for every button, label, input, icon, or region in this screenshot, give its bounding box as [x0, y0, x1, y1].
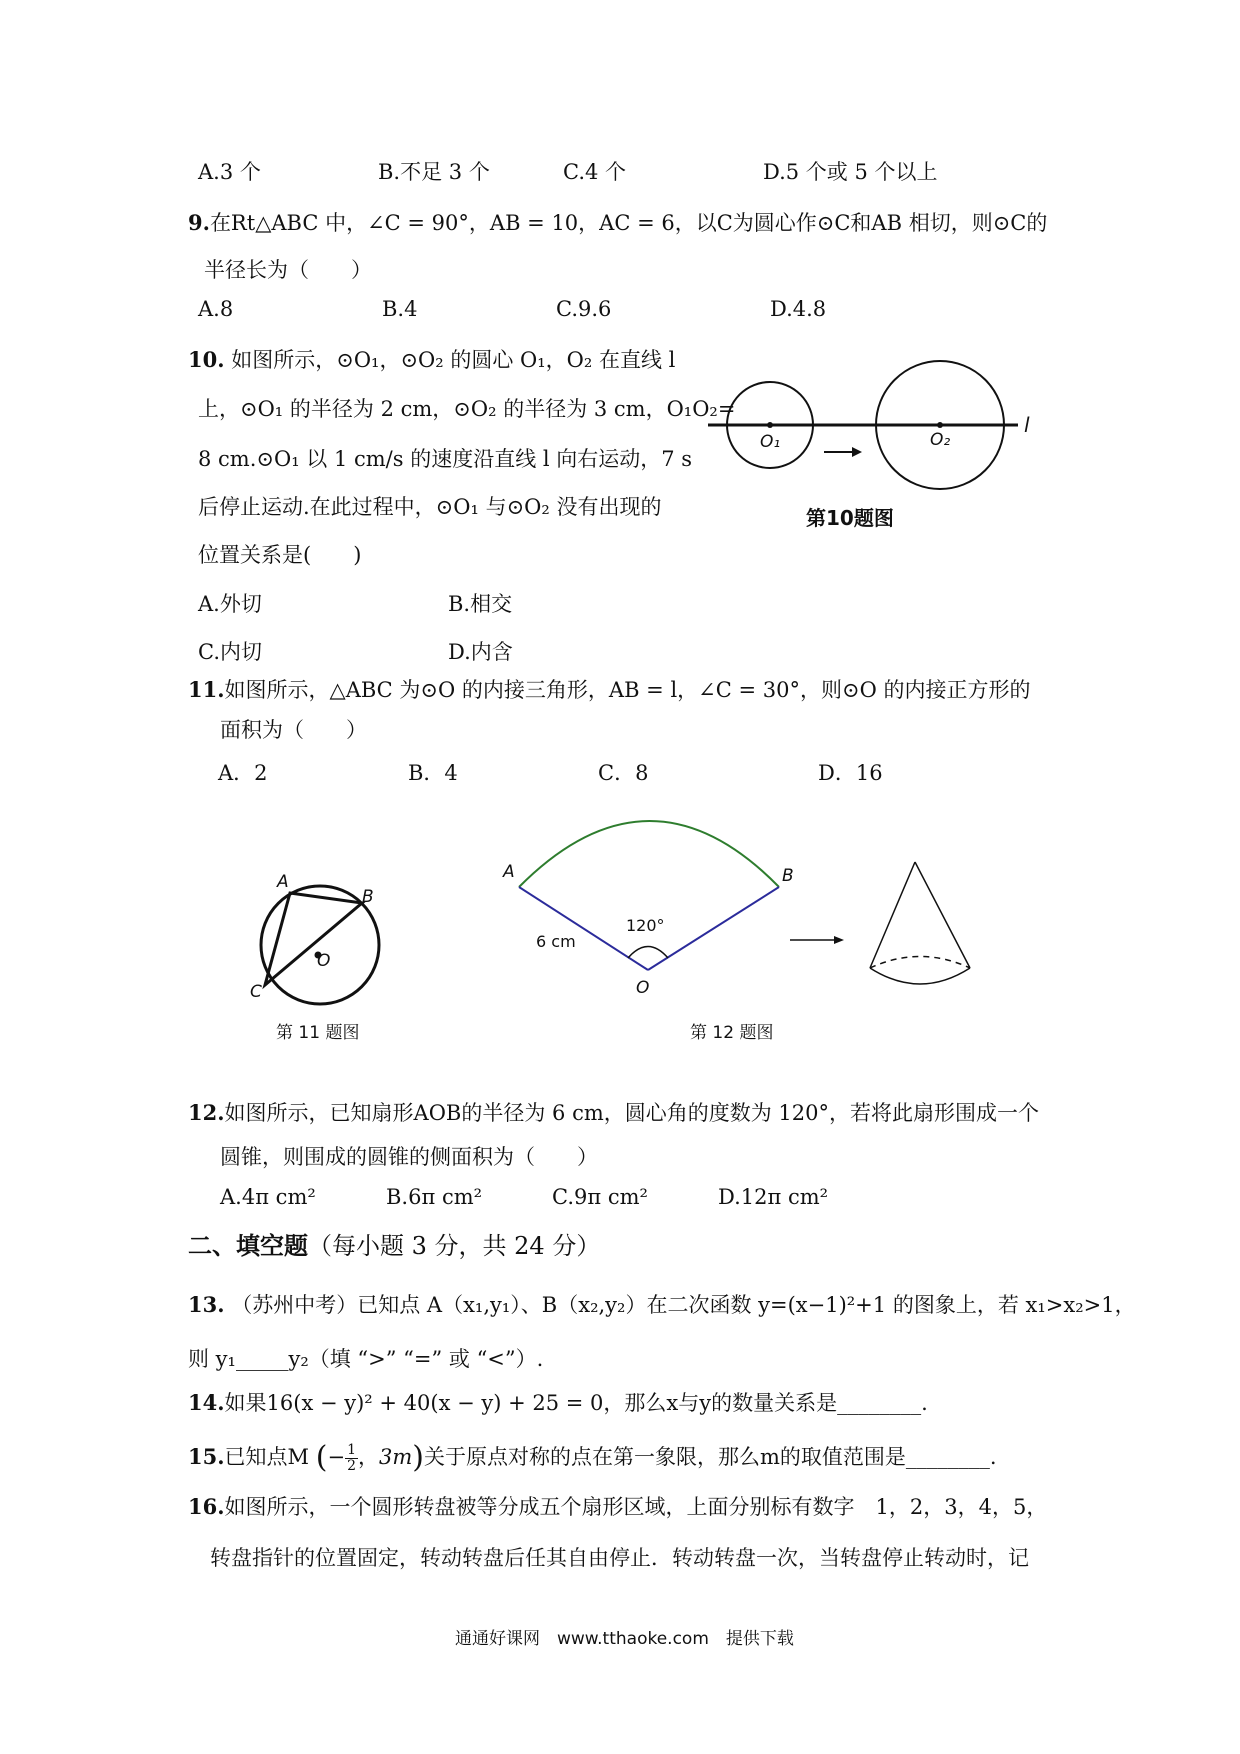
q15-text-a: 已知点M	[224, 1445, 310, 1469]
q12-line2: 圆锥，则围成的圆锥的侧面积为（ ）	[220, 1145, 598, 1169]
fig10-center-o1	[767, 422, 773, 428]
q15-fraction	[345, 1443, 358, 1475]
q16-line1	[188, 1494, 1047, 1520]
q10-option-d: D.内含	[448, 640, 513, 664]
q11-option-c: C．8	[598, 761, 649, 785]
q9-option-b: B.4	[382, 297, 418, 321]
q9-option-d: D.4.8	[770, 297, 827, 321]
fig12-label-o: O	[636, 978, 650, 998]
q9-line1: 在Rt△ABC 中，∠C = 90°，AB = 10，AC = 6，以C为圆心作⊙C和AB 相切，则⊙C的	[209, 211, 1048, 235]
fig11-label-o: O	[317, 951, 331, 971]
q13-line2: 则 y₁_____y₂（填 “>” “=” 或 “<”）.	[188, 1347, 544, 1371]
fig12-label-b: B	[782, 866, 794, 886]
q11-line2: 面积为（ ）	[220, 718, 367, 742]
q15-coord-close: )	[412, 1440, 424, 1475]
q8-option-c: C.4 个	[563, 160, 627, 184]
cone-left-edge	[870, 862, 915, 968]
q16-number: 16.	[188, 1494, 225, 1519]
q8-option-b: B.不足 3 个	[378, 160, 490, 184]
q11-text1: 如图所示，△ABC 为⊙O 的内接三角形，AB = l，∠C = 30°，则⊙O 的内接正方形的	[224, 678, 1031, 702]
q11-option-d: D．16	[818, 761, 883, 785]
fig12-label-a: A	[503, 862, 515, 882]
q12-text1: 如图所示，已知扇形AOB的半径为 6 cm，圆心角的度数为 120°，若将此扇形围成一个	[224, 1101, 1040, 1125]
q10-line2: 上，⊙O₁ 的半径为 2 cm，⊙O₂ 的半径为 3 cm，O₁O₂=	[198, 397, 736, 421]
q15-term: 3m	[379, 1445, 413, 1469]
fig10-center-o2	[937, 422, 943, 428]
q9-option-c: C.9.6	[556, 297, 612, 321]
q15-text-b: 关于原点对称的点在第一象限，那么m的取值范围是________.	[424, 1445, 997, 1469]
fig11-label-b: B	[362, 887, 374, 907]
q10-option-b: B.相交	[448, 592, 513, 616]
q15-number: 15.	[188, 1444, 225, 1469]
q10-line5: 位置关系是( )	[198, 543, 362, 567]
q15-minus: −	[327, 1445, 346, 1469]
q10-line3: 8 cm.⊙O₁ 以 1 cm/s 的速度沿直线 l 向右运动，7 s	[198, 447, 693, 471]
q10-text1: 如图所示，⊙O₁，⊙O₂ 的圆心 O₁，O₂ 在直线 l	[231, 348, 676, 372]
q11-option-b: B．4	[408, 761, 458, 785]
fig12-label-angle: 120°	[626, 916, 665, 935]
section-2-heading	[188, 1226, 600, 1261]
cone-base-front	[870, 968, 970, 984]
q14-line	[188, 1390, 928, 1416]
fig12-arrow-head	[834, 936, 844, 944]
q13-line1	[188, 1292, 1136, 1318]
q8-option-d: D.5 个或 5 个以上	[763, 160, 938, 184]
q12-line1	[188, 1100, 1039, 1126]
q11-line1	[188, 677, 1031, 703]
q16-text1: 如图所示，一个圆形转盘被等分成五个扇形区域，上面分别标有数字 1，2，3，4，5，	[224, 1495, 1048, 1519]
cone-base-back	[870, 957, 970, 969]
fig12-arc	[519, 821, 779, 887]
section-2-title: 二、填空题	[188, 1231, 308, 1260]
fig10-label-o1: O₁	[760, 432, 781, 452]
q10-line4: 后停止运动.在此过程中，⊙O₁ 与⊙O₂ 没有出现的	[198, 495, 662, 519]
q15-frac-den: 2	[347, 1458, 356, 1474]
q9-line2: 半径长为（ ）	[204, 258, 372, 282]
q10-option-c: C.内切	[198, 640, 262, 664]
q9-number: 9.	[188, 210, 210, 235]
cone-right-edge	[915, 862, 970, 968]
fig12-caption: 第 12 题图	[690, 1023, 774, 1043]
q12-option-a: A.4π cm²	[220, 1185, 316, 1209]
q12-option-d: D.12π cm²	[718, 1185, 829, 1209]
fig12-label-radius: 6 cm	[536, 932, 576, 951]
fig10-label-l: l	[1024, 413, 1030, 437]
page-footer: 通通好课网 www.tthaoke.com 提供下载	[455, 1629, 794, 1649]
q15-line: 15.已知点M (− $\frac{1}{2}$ ，3m)关于原点对称的点在第一象限，那么m的取值范围是________.	[188, 1440, 997, 1475]
q13-text1: （苏州中考）已知点 A（x₁,y₁）、B（x₂,y₂）在二次函数 y=(x−1)²+1 的图象上，若 x₁>x₂>1，	[231, 1293, 1136, 1317]
fig10-label-o2: O₂	[930, 430, 951, 450]
fig11-label-a: A	[277, 872, 289, 892]
q12-option-c: C.9π cm²	[552, 1185, 648, 1209]
fig10-arrow-head	[852, 447, 862, 457]
fig11-triangle	[265, 893, 362, 985]
q8-option-a: A.3 个	[198, 160, 261, 184]
q10-number: 10.	[188, 347, 225, 372]
q15-coord-open: (	[315, 1440, 328, 1475]
fig12-angle-arc	[628, 947, 668, 959]
q10-option-a: A.外切	[198, 592, 262, 616]
q14-text: 如果16(x − y)² + 40(x − y) + 25 = 0，那么x与y的数量关系是________.	[224, 1391, 928, 1415]
q12-option-b: B.6π cm²	[386, 1185, 483, 1209]
fig11-caption: 第 11 题图	[276, 1023, 360, 1043]
fig10-caption: 第10题图	[806, 506, 894, 530]
q16-line2: 转盘指针的位置固定，转动转盘后任其自由停止．转动转盘一次，当转盘停止转动时，记	[210, 1546, 1029, 1570]
section-2-note: （每小题 3 分，共 24 分）	[308, 1232, 601, 1260]
q9-option-a: A.8	[198, 297, 234, 321]
q15-frac-num: 1	[347, 1441, 356, 1458]
q14-number: 14.	[188, 1390, 225, 1415]
q11-number: 11.	[188, 677, 225, 702]
q12-number: 12.	[188, 1100, 225, 1125]
q11-option-a: A．2	[218, 761, 268, 785]
fig11-label-c: C	[250, 982, 262, 1002]
q13-number: 13.	[188, 1292, 225, 1317]
